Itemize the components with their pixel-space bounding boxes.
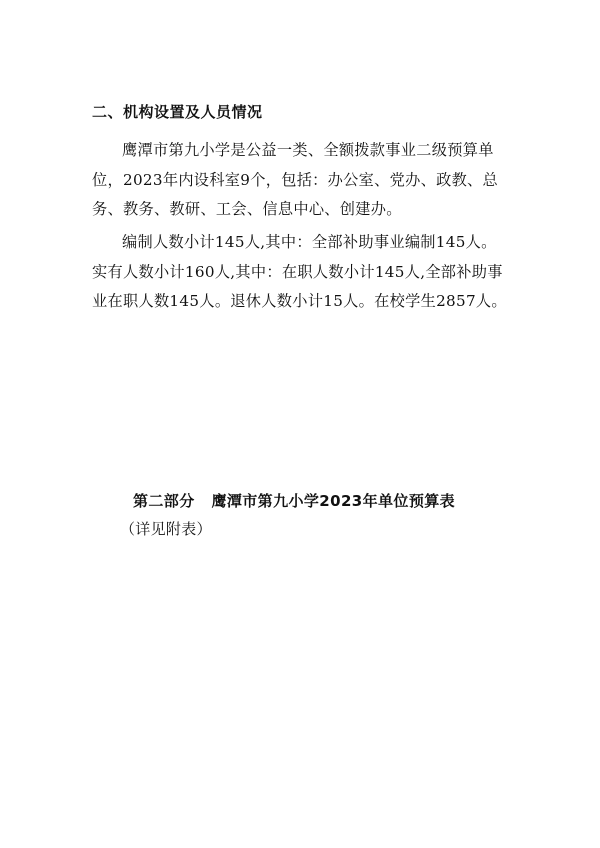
paragraph-staffing-text: 编制人数小计145人,其中：全部补助事业编制145人。实有人数小计160人,其中：在职人数小计145人,全部补助事业在职人数145人。退休人数小计15人。在校学生2857人。 [92, 233, 507, 310]
paragraph-staffing [92, 228, 512, 317]
section-heading: 二、机构设置及人员情况 [92, 103, 263, 121]
part-two-note: （详见附表） [120, 520, 212, 538]
paragraph-organization [92, 136, 512, 225]
part-two-title [133, 490, 455, 511]
part-two-heading: 鹰潭市第九小学2023年单位预算表 [211, 492, 456, 510]
part-two-label: 第二部分 [133, 492, 195, 510]
paragraph-organization-text: 鹰潭市第九小学是公益一类、全额拨款事业二级预算单位，2023年内设科室9个，包括：办公室、党办、政教、总务、教务、教研、工会、信息中心、创建办。 [92, 141, 499, 218]
